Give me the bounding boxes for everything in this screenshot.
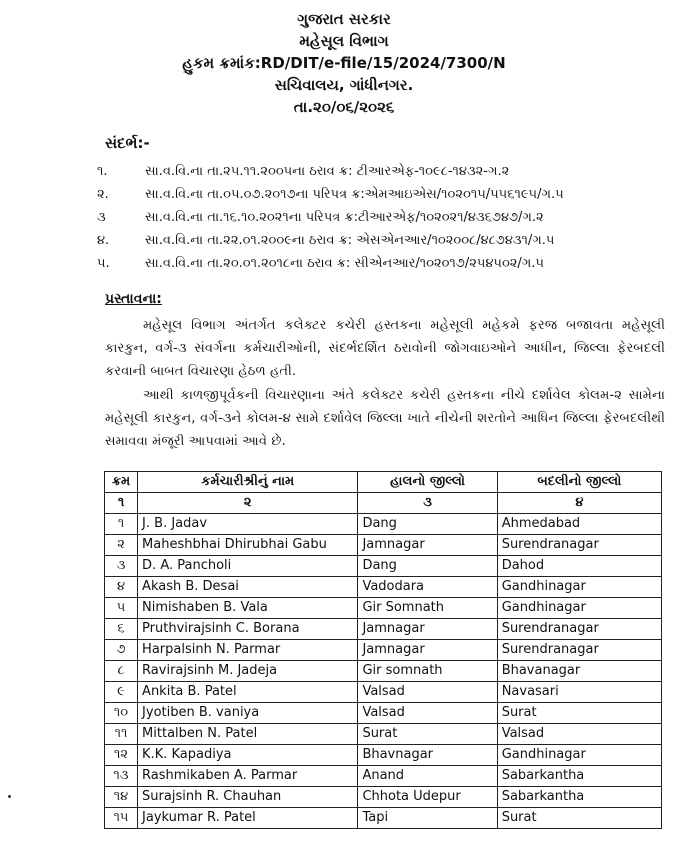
current-district-cell: Valsad [358, 703, 497, 724]
serial-cell: ૧૪ [105, 787, 138, 808]
employee-name-cell: K.K. Kapadiya [138, 745, 358, 766]
reference-text: સા.વ.વિ.ના તા.૨૫.૧૧.૨૦૦૫ના ઠરાવ ક્ર: ટીઆરએફ-૧૦૯૮-૧૪૩૨-ગ.૨ [145, 164, 510, 179]
government-name: ગુજરાત સરકાર [297, 10, 391, 28]
reference-number: ૧. [97, 164, 108, 179]
transfer-district-cell: Gandhinagar [497, 745, 661, 766]
table-row [105, 703, 662, 724]
preamble-title: પ્રસ્તાવના: [105, 291, 162, 307]
reference-item [97, 252, 564, 275]
table-row [105, 619, 662, 640]
serial-cell: ૧૩ [105, 766, 138, 787]
transfer-district-cell: Dahod [497, 556, 661, 577]
table-row [105, 577, 662, 598]
serial-cell: ૭ [105, 640, 138, 661]
reference-text: સા.વ.વિ.ના તા.૨૦.૦૧.૨૦૧૮ના ઠરાવ ક્ર: સીએનઆર/૧૦૨૦૧૭/૨૫૪૫૦૨/ગ.૫ [145, 256, 544, 271]
current-district-cell: Surat [358, 724, 497, 745]
serial-cell: ૩ [105, 556, 138, 577]
employee-name-cell: D. A. Pancholi [138, 556, 358, 577]
transfer-district-cell: Sabarkantha [497, 787, 661, 808]
serial-cell: ૫ [105, 598, 138, 619]
employee-name-cell: Ankita B. Patel [138, 682, 358, 703]
table-row [105, 514, 662, 535]
department-name: મહેસૂલ વિભાગ [299, 32, 389, 50]
current-district-cell: Gir somnath [358, 661, 497, 682]
employee-name-cell: Surajsinh R. Chauhan [138, 787, 358, 808]
employee-name-cell: Jyotiben B. vaniya [138, 703, 358, 724]
table-row [105, 640, 662, 661]
reference-text: સા.વ.વિ.ના તા.૧૬.૧૦.૨૦૨૧ના પરિપત્ર ક્ર:ટીઆરએફ/૧૦૨૦૨૧/૪૩૬૭૪૭/ગ.૨ [145, 210, 544, 225]
column-number: ૧ [105, 493, 138, 514]
serial-cell: ૧૧ [105, 724, 138, 745]
transfer-district-cell: Sabarkantha [497, 766, 661, 787]
table-row [105, 661, 662, 682]
current-district-cell: Dang [358, 556, 497, 577]
employee-name-cell: Mittalben N. Patel [138, 724, 358, 745]
transfer-district-cell: Surat [497, 808, 661, 829]
scan-speck [8, 795, 11, 798]
serial-cell: ૪ [105, 577, 138, 598]
transfer-table [104, 471, 662, 829]
table-row [105, 682, 662, 703]
transfer-district-cell: Valsad [497, 724, 661, 745]
table-row [105, 745, 662, 766]
column-number: ૩ [358, 493, 497, 514]
current-district-cell: Jamnagar [358, 535, 497, 556]
employee-name-cell: Nimishaben B. Vala [138, 598, 358, 619]
employee-name-cell: Akash B. Desai [138, 577, 358, 598]
table-row [105, 598, 662, 619]
table-row [105, 724, 662, 745]
header-current-district: હાલનો જીલ્લો [358, 472, 497, 493]
reference-number: ૫. [97, 256, 110, 271]
header-transfer-district: બદલીનો જીલ્લો [497, 472, 661, 493]
employee-name-cell: Harpalsinh N. Parmar [138, 640, 358, 661]
table-body [105, 514, 662, 829]
serial-cell: ૨ [105, 535, 138, 556]
transfer-district-cell: Navasari [497, 682, 661, 703]
preamble-paragraph-2: આથી કાળજીપૂર્વકની વિચારણાના અંતે કલેક્ટર કચેરી હસ્તકના નીચે દર્શાવેલ કોલમ-૨ સામેના મહેસૂલી કારકુન, વર્ગ-૩ને કોલમ-૪ સામે દર્શાવેલ જિલ્લા ખાતે નીચેની શરતોને આધિન જિલ્લા ફેરબદલીથી સમાવવા મંજૂરી આપવામાં આવે છે. [105, 388, 665, 449]
transfer-district-cell: Gandhinagar [497, 577, 661, 598]
header-serial: ક્રમ [105, 472, 138, 493]
references-title: સંદર્ભ:- [105, 134, 150, 152]
column-number: ૨ [138, 493, 358, 514]
document-header [0, 8, 688, 118]
order-date: તા.૨૦/૦૬/૨૦૨૬ [293, 98, 395, 116]
column-number-row [105, 493, 662, 514]
reference-text: સા.વ.વિ.ના તા.૦૫.૦૭.૨૦૧૭ના પરિપત્ર ક્ર:એમઆઇએસ/૧૦૨૦૧૫/૫૫૬૧૯૫/ગ.૫ [145, 187, 564, 202]
current-district-cell: Jamnagar [358, 640, 497, 661]
order-number: હુકમ ક્રમાંક:RD/DIT/e-file/15/2024/7300/N [182, 54, 506, 72]
employee-name-cell: Rashmikaben A. Parmar [138, 766, 358, 787]
serial-cell: ૧૦ [105, 703, 138, 724]
current-district-cell: Valsad [358, 682, 497, 703]
employee-name-cell: Pruthvirajsinh C. Borana [138, 619, 358, 640]
reference-number: ૪. [97, 233, 110, 248]
column-number: ૪ [497, 493, 661, 514]
serial-cell: ૧ [105, 514, 138, 535]
current-district-cell: Anand [358, 766, 497, 787]
table-header-row [105, 472, 662, 493]
current-district-cell: Dang [358, 514, 497, 535]
transfer-district-cell: Surendranagar [497, 640, 661, 661]
current-district-cell: Jamnagar [358, 619, 497, 640]
reference-item [97, 206, 564, 229]
employee-name-cell: Maheshbhai Dhirubhai Gabu [138, 535, 358, 556]
current-district-cell: Vadodara [358, 577, 497, 598]
transfer-district-cell: Ahmedabad [497, 514, 661, 535]
reference-number: ૩ [97, 210, 106, 225]
table-row [105, 808, 662, 829]
table-row [105, 766, 662, 787]
current-district-cell: Gir Somnath [358, 598, 497, 619]
serial-cell: ૮ [105, 661, 138, 682]
transfer-district-cell: Surat [497, 703, 661, 724]
preamble-paragraph-1: મહેસૂલ વિભાગ અંતર્ગત કલેક્ટર કચેરી હસ્તકના મહેસૂલી મહેકમે ફરજ બજાવતા મહેસૂલી કારકુન, વર્ગ-૩ સંવર્ગના કર્મચારીઓની, સંદર્ભદર્શિત ઠરાવોની જોગવાઇઓને આધીન, જિલ્લા ફેરબદલી કરવાની બાબત વિચારણા હેઠળ હતી. [105, 318, 665, 379]
current-district-cell: Bhavnagar [358, 745, 497, 766]
header-employee-name: કર્મચારીશ્રીનું નામ [138, 472, 358, 493]
current-district-cell: Tapi [358, 808, 497, 829]
serial-cell: ૬ [105, 619, 138, 640]
reference-item [97, 229, 564, 252]
transfer-district-cell: Bhavanagar [497, 661, 661, 682]
current-district-cell: Chhota Udepur [358, 787, 497, 808]
employee-name-cell: Ravirajsinh M. Jadeja [138, 661, 358, 682]
transfer-district-cell: Gandhinagar [497, 598, 661, 619]
reference-item [97, 183, 564, 206]
reference-number: ૨. [97, 187, 109, 202]
office-location: સચિવાલય, ગાંધીનગર. [274, 76, 414, 94]
serial-cell: ૧૨ [105, 745, 138, 766]
references-list [97, 160, 564, 275]
serial-cell: ૧૫ [105, 808, 138, 829]
employee-name-cell: J. B. Jadav [138, 514, 358, 535]
employee-name-cell: Jaykumar R. Patel [138, 808, 358, 829]
serial-cell: ૯ [105, 682, 138, 703]
reference-text: સા.વ.વિ.ના તા.૨૨.૦૧.૨૦૦૯ના ઠરાવ ક્ર: એસએનઆર/૧૦૨૦૦૮/૪૮૭૪૩૧/ગ.૫ [145, 233, 555, 248]
table-row [105, 556, 662, 577]
transfer-district-cell: Surendranagar [497, 535, 661, 556]
table-row [105, 535, 662, 556]
table-row [105, 787, 662, 808]
transfer-district-cell: Surendranagar [497, 619, 661, 640]
reference-item [97, 160, 564, 183]
